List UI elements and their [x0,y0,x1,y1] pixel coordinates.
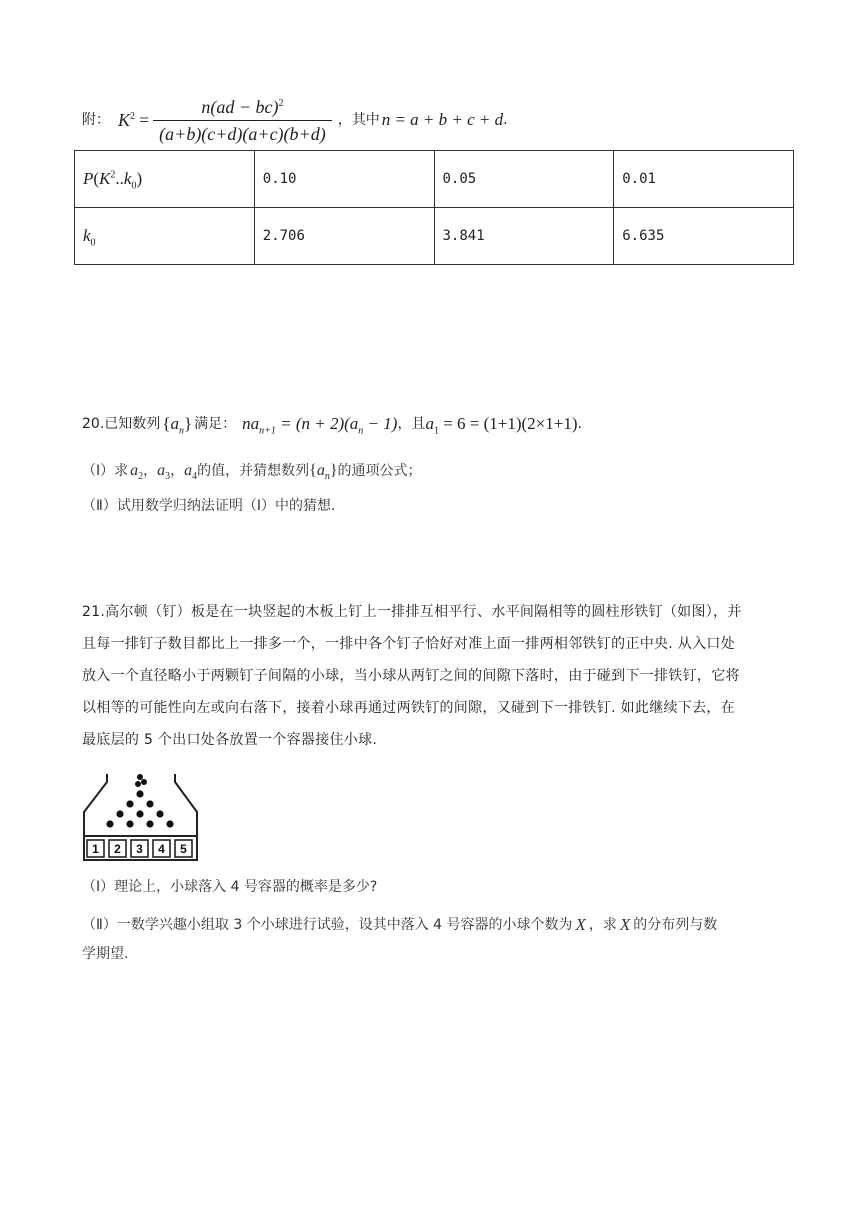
critical-value-table [74,150,794,265]
q20-part2: （Ⅱ）试用数学归纳法证明（Ⅰ）中的猜想. [82,498,336,514]
q20-number: 20. [82,416,105,432]
pegs [106,790,173,827]
fraction-denominator: (a+b)(c+d)(a+c)(b+d) [159,123,326,144]
q21-part2-line1: （Ⅱ）一数学兴趣小组取 3 个小球进行试验，设其中落入 4 号容器的小球个数为 X ，求 X 的分布列与数 [82,915,718,934]
q20-stem: 20. 已知数列 $\{a_n\}$ 满足： $na_{n+1} = (n + 2)(a_n - 1)$ ，且 $a_1 = 6 = (1+1)(2\times 1+1)$ . [82,414,582,437]
bin-label: 1 [92,842,99,856]
table-header-cell-p: $P(K^2..k_0)$ [75,151,255,208]
fraction-numerator: n(ad − bc)$^2$ [153,96,332,121]
q21-part1: （Ⅰ）理论上，小球落入 4 号容器的概率是多少? [82,879,378,895]
table-row [75,208,794,265]
q21-line: 21.高尔顿（钉）板是在一块竖起的木板上钉上一排排互相平行、水平间隔相等的圆柱形铁钉（如图），并 [82,604,742,620]
bin-label: 3 [136,842,143,856]
q21-line: 放入一个直径略小于两颗钉子间隔的小球，当小球从两钉之间的间隙下落时，由于碰到下一排铁钉，它将 [82,668,740,684]
ball-stack [135,774,147,787]
where-expression: n = a + b + c + d [381,110,504,129]
table-cell: 2.706 [254,208,434,265]
period: . [503,112,508,128]
variable-x: X [619,915,631,934]
table-cell: 6.635 [614,208,794,265]
appendix-line [82,96,508,144]
table-cell: 0.05 [434,151,614,208]
galton-board-figure [82,772,200,862]
initial-condition: $a_1 = 6 = (1+1)(2\times 1+1)$ [425,414,578,437]
table-row [75,151,794,208]
where-label: ，其中 [337,112,380,128]
q21-part2-line2: 学期望. [82,946,129,962]
q21-line: 最底层的 5 个出口处各放置一个容器接住小球. [82,732,378,748]
q21-line: 且每一排钉子数目都比上一排多一个，一排中各个钉子恰好对准上面一排两相邻铁钉的正中央. 从入口处 [82,636,735,652]
q21-stem [82,596,782,756]
appendix-label: 附： [82,112,110,128]
table-cell: 0.01 [614,151,794,208]
bin-label: 5 [180,842,187,856]
q21-line: 以相等的可能性向左或向右落下，接着小球再通过两铁钉的间隙，又碰到下一排铁钉. 如此继续下去，在 [82,700,735,716]
k-squared-symbol: $K^2$ [118,110,136,130]
q20-part1: （Ⅰ）求 $a_2$ ， $a_3$ ， $a_4$ 的值，并猜想数列 $\{a_n\}$ 的通项公式； [82,462,422,483]
table-cell: 3.841 [434,208,614,265]
bin-label: 2 [114,842,121,856]
chi-square-fraction [153,96,332,145]
equals-sign: = [139,110,150,130]
variable-x: X [575,915,586,934]
bin-label: 4 [158,842,165,856]
recurrence-formula: $na_{n+1} = (n + 2)(a_n - 1)$ [242,414,398,437]
table-header-cell-k0: $k_0$ [75,208,255,265]
table-cell: 0.10 [254,151,434,208]
